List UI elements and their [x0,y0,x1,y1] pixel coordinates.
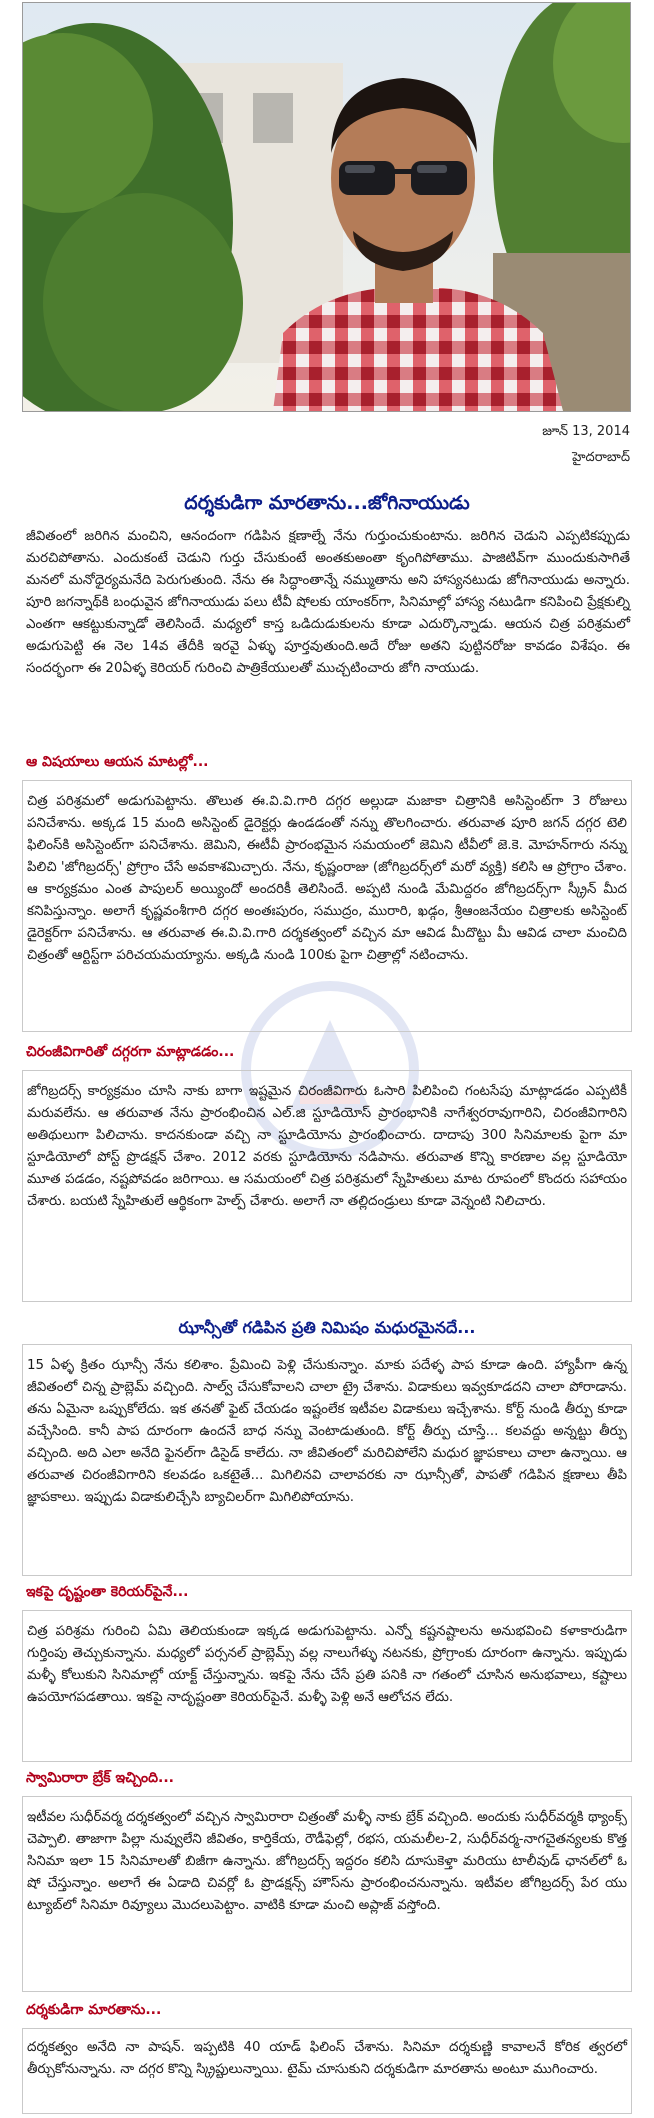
intro-paragraph: జీవితంలో జరిగిన మంచిని, ఆనందంగా గడిపిన క్షణాల్నే నేను గుర్తుంచుకుంటాను. జరిగిన చెడుని ఎప్పటికప్పుడు మరచిపోతాను. ఎందుకంటే చెడుని గుర్తు చేసుకుంటే అంతకుఅంతా కృంగిపోతాము. పాజిటివ్‌గా ముందుకుసాగితే మనలో మనోధైర్యమనేది పెరుగుతుంది. నేను ఈ సిద్ధాంతాన్నే నమ్ముతాను అని హాస్యనటుడు జోగినాయుడు అన్నారు. పూరి జగన్నాథ్‌కి బంధువైన జోగినాయుడు పలు టీవీ షోలకు యాంకర్‌గా, సినిమాల్లో హాస్య నటుడిగా కనిపించి ప్రేక్షకుల్ని ఎంతగా ఆకట్టుకున్నాడో తెలిసిందే. మధ్యలో కాస్త ఒడిదుడుకులను కూడా ఎదుర్కొన్నాడు. ఆయన చిత్ర పరిశ్రమలో అడుగుపెట్టి ఈ నెల 14వ తేదీకి ఇరవై ఏళ్ళు పూర్తవుతుంది.అదే రోజు అతని పుట్టినరోజు కావడం విశేషం. ఈ సందర్భంగా ఈ 20ఏళ్ళ కెరియర్ గురించి పాత్రికేయులతో ముచ్చటించారు జోగి నాయుడు. [26,529,630,676]
section-heading-1: ఆ విషయాలు ఆయన మాటల్లో... [26,754,209,770]
article-place: హైదరాబాద్ [572,450,630,465]
section-text-6: దర్శకత్వం అనేది నా పాషన్. ఇప్పటికి 40 యాడ్ ఫిలింస్ చేశాను. సినిమా దర్శకుణ్ణి కావాలనే కోరిక త్వరలో తీర్చుకోనున్నాను. నా దగ్గర కొన్ని స్క్రిప్టులున్నాయి. టైమ్ చూసుకుని దర్శకుడిగా మారతాను అంటూ ముగించారు. [27,2040,627,2077]
section-text-3: 15 ఏళ్ళ క్రితం ఝాన్సీ నేను కలిశాం. ప్రేమించి పెళ్లి చేసుకున్నాం. మాకు పదేళ్ళ పాప కూడా ఉంది. హ్యాపీగా ఉన్న జీవితంలో చిన్న ప్రాబ్లెమ్ వచ్చింది. సాల్వ్ చేసుకోవాలని చాలా ట్రై చేశాను. విడాకులు ఇవ్వకూడదని చాలా పోరాడాను. తను ఏమైనా ఒప్పుకోలేదు. ఇక తనతో ఫైట్ చేయడం ఇష్టంలేక ఇటీవల విడాకులు ఇచ్చేశాను. కోర్ట్ నుండి తీర్పు కూడా వచ్చేసింది. కానీ పాప దూరంగా ఉందనే బాధ నన్ను వెంటాడుతుంది. కోర్ట్ తీర్పు చూస్తే... కలవద్దు అన్నట్టు తీర్పు వచ్చింది. అది ఎలా అనేది ఫైనల్‌గా డిసైడ్ కాలేదు. నా జీవితంలో మరిచిపోలేని మధుర జ్ఞాపకాలు చాలా ఉన్నాయి. ఆ తరువాత చిరంజీవిగారిని కలవడం ఒకటైతే... మిగిలినవి చాలావరకు నా ఝాన్సీతో, పాపతో గడిపిన క్షణాలు తీపి జ్ఞాపకాలు. ఇప్పుడు విడాకులిచ్చేసి బ్యాచిలర్‌గా మిగిలిపోయాను. [27,1358,627,1505]
section-box-6 [22,2028,632,2114]
article-date: జూన్ 13, 2014 [542,424,630,439]
section-heading-4: ఇకపై దృష్టంతా కెరియర్‌పైనే... [26,1584,189,1600]
section-text-2: జోగిబ్రదర్స్ కార్యక్రమం చూసి నాకు బాగా ఇష్టమైన చిరంజీవిగారు ఓసారి పిలిపించి గంటసేపు మాట్లాడడం ఎప్పటికీ మరువలేను. ఆ తరువాత నేను ప్రారంభించిన ఎల్.జి స్టూడియోస్ ప్రారంభానికి నాగేశ్వరరావుగారిని, చిరంజీవిగారిని అతిథులుగా పిలిచాను. కాదనకుండా వచ్చి నా స్టూడియోను ప్రారంభించారు. దాదాపు 300 సినిమాలకు పైగా మా స్టూడియోలో పోస్ట్ ప్రొడక్షన్ చేశాం. 2012 వరకు స్టూడియోను నడిపాను. తరువాత కొన్ని కారణాల వల్ల స్టూడియో మూత పడడం, నష్టపోవడం జరిగాయి. ఆ సమయంలో చిత్ర పరిశ్రమలో స్నేహితులు మాట రూపంలో కొందరు సహాయం చేశారు. బయటి స్నేహితులే ఆర్థికంగా హెల్ప్ చేశారు. అలాగే నా తల్లిదండ్రులు కూడా వెన్నంటి నిలిచారు. [27,1084,627,1209]
section-box-4 [22,1610,632,1762]
section-box-3 [22,1344,632,1576]
article-title: దర్శకుడిగా మారతాను...జోగినాయుడు [184,492,470,514]
section-heading-3: ఝాన్సీతో గడిపిన ప్రతి నిమిషం మధురమైనదే... [178,1318,476,1337]
section-text-1: చిత్ర పరిశ్రమలో అడుగుపెట్టాను. తొలుత ఈ.వి.వి.గారి దగ్గర అల్లుడా మజాకా చిత్రానికి అసిస్టెంట్‌గా 3 రోజులు పనిచేశాను. అక్కడ 15 మంది అసిస్టెంట్ డైరెక్టర్లు ఉండడంతో నన్ను తొలగించారు. తరువాత పూరి జగన్ దగ్గర టెలి ఫిలింస్‌కి అసిస్టెంట్‌గా పనిచేశాను. జెమిని, ఈటీవీ ప్రారంభమైన సమయంలో జెమిని టీవీలో జె.కె. మోహన్‌గారు నన్ను పిలిచి 'జోగిబ్రదర్స్' ప్రోగ్రాం చేసే అవకాశమిచ్చారు. నేను, కృష్ణంరాజు (జోగిబ్రదర్స్‌లో మరో వ్యక్తి) కలిసి ఆ ప్రోగ్రాం చేశాం. ఆ కార్యక్రమం ఎంత పాపులర్ అయ్యిందో అందరికీ తెలిసిందే. అప్పటి నుండి మేమిద్దరం జోగిబ్రదర్స్‌గా స్క్రీన్ మీద కనిపిస్తున్నాం. అలాగే కృష్ణవంశీగారి దగ్గర అంతఃపురం, సముద్రం, మురారి, ఖడ్గం, శ్రీఆంజనేయం చిత్రాలకు అసిస్టెంట్ డైరెక్టర్‌గా పనిచేశాను. ఆ తరువాత ఈ.వి.వి.గారి దర్శకత్వంలో వచ్చిన మా ఆవిడ మీదొట్టు మీ ఆవిడ చాలా మంచిది చిత్రంతో ఆర్టిస్ట్‌గా పరిచయమయ్యాను. అక్కడి నుండి 100కు పైగా చిత్రాల్లో నటించాను. [27,794,627,963]
section-text-5: ఇటీవల సుధీర్‌వర్మ దర్శకత్వంలో వచ్చిన స్వామిరారా చిత్రంతో మళ్ళీ నాకు బ్రేక్ వచ్చింది. అందుకు సుధీర్‌వర్మకి థ్యాంక్స్ చెప్పాలి. తాజాగా పిల్లా నువ్వులేని జీవితం, కార్తికేయ, రౌడీఫెల్లో, రభస, యమలీల-2, సుధీర్‌వర్మ-నాగచైతన్యలకు కొత్త సినిమా ఇలా 15 సినిమాలతో బిజీగా ఉన్నాను. జోగిబ్రదర్స్ ఇద్దరం కలిసి దూసుకెళ్తా మరియు టాలీవుడ్ ఛానల్‌లో ఓ షో చేస్తున్నాం. అలాగే ఈ ఏడాది చివర్లో ఓ ప్రొడక్షన్స్ హౌస్‌ను ప్రారంభించనున్నాను. ఇటీవల జోగిబ్రదర్స్ పేర యు ట్యూబ్‌లో సినిమా రివ్యూలు మొదలుపెట్టాం. వాటికి కూడా మంచి అప్లాజ్ వస్తోంది. [27,1810,627,1913]
section-heading-6: దర్శకుడిగా మారతాను... [26,2002,162,2018]
section-box-5 [22,1796,632,1992]
section-box-2 [22,1070,632,1302]
section-heading-5: స్వామిరారా బ్రేక్ ఇచ్చింది... [26,1770,174,1786]
section-box-1 [22,780,632,1032]
section-heading-2: చిరంజీవిగారితో దగ్గరగా మాట్లాడడం... [26,1044,235,1060]
article-photo [22,2,631,412]
section-text-4: చిత్ర పరిశ్రమ గురించి ఏమి తెలియకుండా ఇక్కడ అడుగుపెట్టాను. ఎన్నో కష్టనష్టాలను అనుభవించి కళాకారుడిగా గుర్తింపు తెచ్చుకున్నాను. మధ్యలో పర్సనల్ ప్రాబ్లెమ్స్ వల్ల నాలుగేళ్ళు నటనకు, ప్రోగ్రాంకు దూరంగా ఉన్నాను. ఇప్పుడు మళ్ళీ కోలుకుని సినిమాల్లో యాక్ట్ చేస్తున్నాను. ఇకపై నేను చేసే ప్రతి పనికి నా గతంలో చూసిన అనుభవాలు, కష్టాలు ఉపయోగపడతాయి. ఇకపై నాదృష్టంతా కెరియర్‌పైనే. మళ్ళీ పెళ్లి అనే ఆలోచన లేదు. [27,1624,627,1705]
